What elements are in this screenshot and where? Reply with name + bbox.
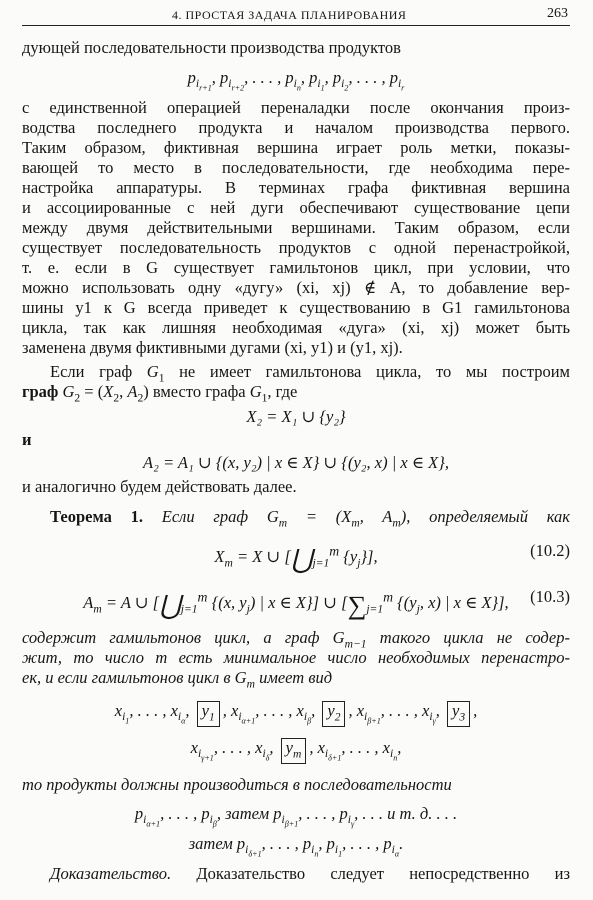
formula-sequence — [22, 67, 570, 100]
text-line: Таким образом, фиктивная вершина играет роль метки, показы- — [22, 138, 570, 157]
product-seq-2: затем $p_{i_{\delta+1}}$, . . . , $p_{i_n}$, $p_{i_1}$, . . . , $p_{i_\alpha}$. — [188, 834, 404, 859]
theorem-after: то продукты должны производиться в последовательности — [22, 775, 452, 794]
boxed-ym: $y_m$ — [281, 738, 307, 764]
proof-text: Доказательство следует непосредственно из — [196, 864, 571, 883]
equation-10-2 — [22, 540, 570, 574]
theorem-label: Теорема 1. — [50, 507, 143, 526]
eq1-number: (10.2) — [530, 541, 570, 560]
text-line: Если граф $G_1$ не имеет гамильтонова цикла, то мы построим — [50, 362, 571, 385]
formula-A2: A₂ = A₁ ∪ {(x, y₂) | x ∈ X} ∪ {(y₂, x) | x ∈ X}, — [143, 453, 449, 472]
theorem-line: содержит гамильтонов цикл, а граф $G_{m-1}$ такого цикла не содер- — [22, 628, 570, 651]
theorem-heading — [50, 507, 570, 533]
boxed-y2: $y_2$ — [322, 701, 345, 727]
theorem-intro: Если граф $G_m = (X_m$, $A_m$), определяемый как — [161, 507, 571, 530]
formula-sequence-text: $p_{i_{r+1}}$, $p_{i_{r+2}}$, . . . , $p_{i_n}$, $p_{i_1}$, $p_{i_2}$, . . . , $p_{i_r}$ — [187, 68, 405, 93]
cycle-row-1: $x_{i_1}$, . . . , $x_{i_\alpha}$, $y_1$ , $x_{i_{\alpha+1}}$, . . . , $x_{i_\beta}$, $y_2$ , $x_{i_{\beta+1}}$, . . . , $x_{i_\gamma}$, $y_3$ , — [114, 701, 478, 726]
text-line: граф $G_2 = (X_2$, $A_2$) вместо графа $G_1$, где — [22, 382, 298, 405]
eq2-number: (10.3) — [530, 587, 570, 606]
text-line: и аналогично будем действовать далее. — [22, 477, 297, 496]
text-line: т. е. если в G существует гамильтонов цикл, при условии, что — [22, 258, 570, 277]
text-line: дующей последовательности производства продуктов — [22, 38, 401, 57]
text-line: можно использовать одну «дугу» (xi, xj) ∉ A, то добавление вер- — [22, 278, 570, 297]
theorem-line: ек, и если гамильтонов цикл в $G_m$ имеет вид — [22, 668, 333, 691]
page-number: 263 — [547, 6, 568, 21]
text-line: шины y1 к G всегда приведет к существованию в G1 гамильтонова — [22, 298, 570, 317]
boxed-y3: $y_3$ — [447, 701, 470, 727]
chapter-title: 4. ПРОСТАЯ ЗАДАЧА ПЛАНИРОВАНИЯ — [172, 8, 407, 22]
eq1-body: $X_m = X$ ∪ [$⋃_{j=1}^m$ $\{y_j\}$], — [214, 543, 378, 574]
text-line: заменена двумя фиктивными дугами (xi, y1) и (y1, xj). — [22, 338, 403, 357]
proof-first-line — [50, 864, 570, 884]
text-line: водства последнего продукта и началом производства первого. — [22, 118, 570, 137]
text-line: вающей то место в последовательности, где необходима пере- — [22, 158, 570, 177]
word-and: и — [22, 430, 32, 449]
text-line: цикла, так как лишняя необходимая «дуга» (xi, xj) может быть — [22, 318, 570, 337]
text-line: настройка аппаратуры. В терминах графа фиктивная вершина — [22, 178, 570, 197]
cycle-row-2: $x_{i_{\gamma+1}}$, . . . , $x_{i_\delta}$, $y_m$ , $x_{i_{\delta+1}}$, . . . , $x_{i_n}$, — [190, 738, 402, 763]
text-line: существует последовательность продуктов с одной перенастройкой, — [22, 238, 570, 257]
equation-10-3 — [22, 586, 570, 620]
running-header — [22, 5, 570, 26]
eq2-body: $A_m = A$ ∪ [$⋃_{j=1}^m$ {(x, $y_j$) | x ∈ X}] ∪ [$\sum_{j=1}^m$ {($y_j$, x) | x ∈ X}], — [83, 589, 509, 620]
text-line: с единственной операцией переналадки после окончания произ- — [22, 98, 570, 117]
boxed-y1: $y_1$ — [197, 701, 220, 727]
proof-label: Доказательство. — [50, 864, 172, 883]
product-seq-1: $p_{i_{\alpha+1}}$, . . . , $p_{i_\beta}$, затем $p_{i_{\beta+1}}$, . . . , $p_{i_\gamma}$, . . . и т. д. . . . — [134, 804, 458, 829]
text-line: и ассоциированные с ней дуги обеспечивают существование цепи — [22, 198, 570, 217]
formula-X2: X₂ = X₁ ∪ {y₂} — [246, 407, 346, 426]
text-line: между двумя действительными вершинами. Таким образом, если — [22, 218, 570, 237]
theorem-line: жит, то число m есть минимальное число необходимых перенастро- — [22, 648, 570, 667]
